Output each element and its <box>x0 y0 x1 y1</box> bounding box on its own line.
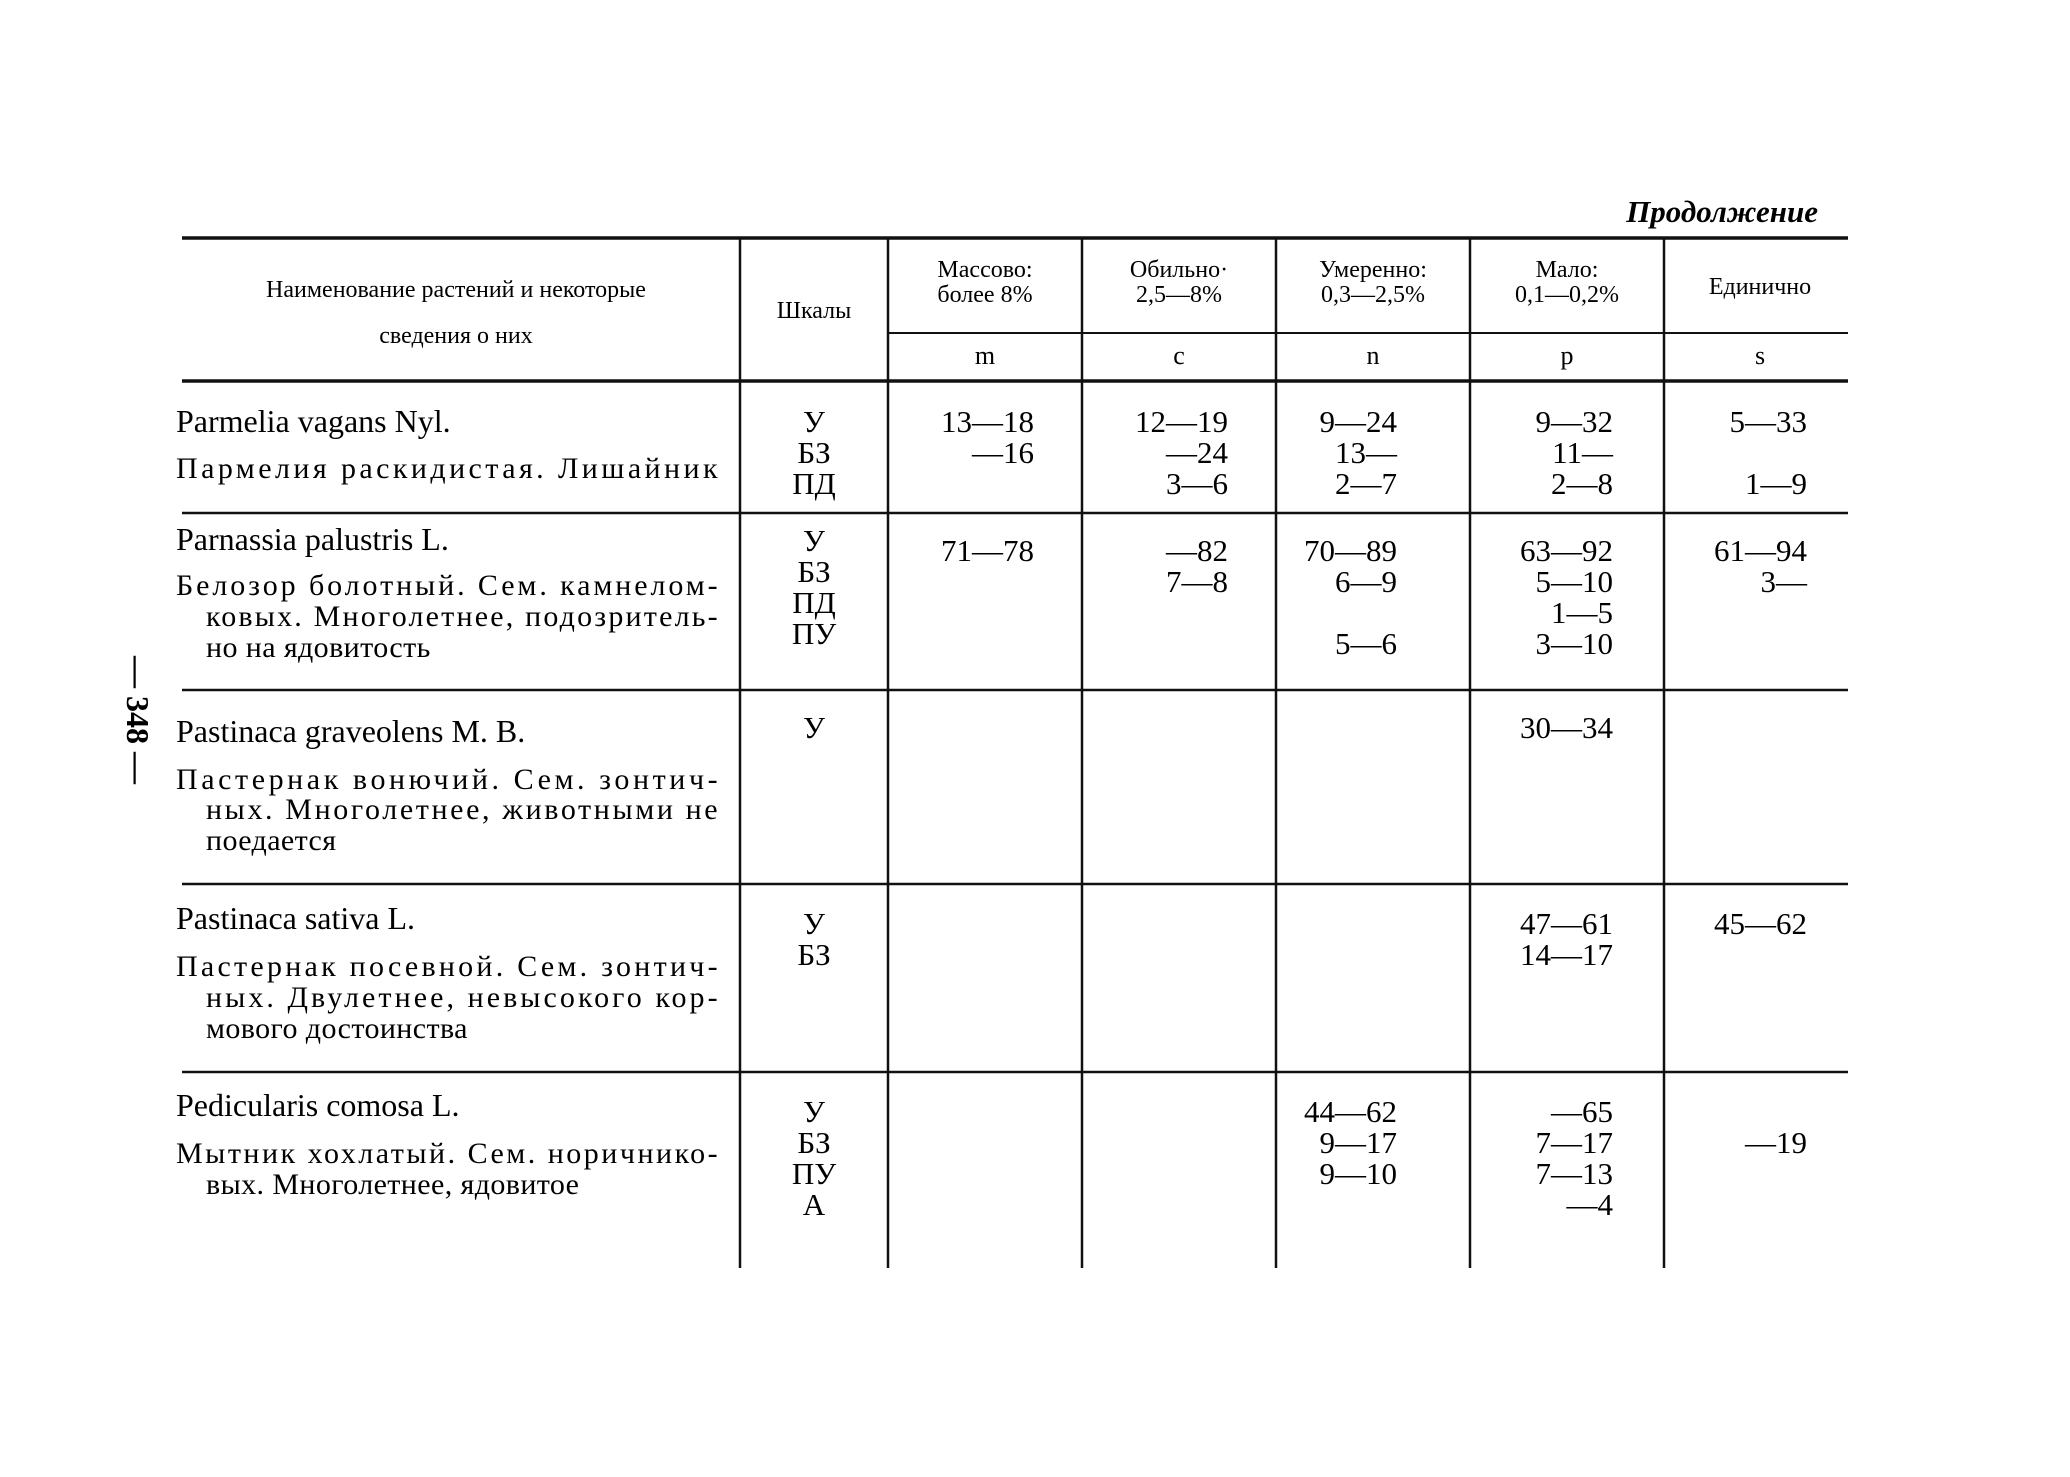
plant-latin-name: Pastinaca sativa L. <box>176 900 416 936</box>
scale-code: У <box>803 523 825 558</box>
plant-description-line: но на ядовитость <box>206 631 431 664</box>
header-p-title-1: Мало: <box>1535 257 1599 283</box>
scale-code: У <box>803 1094 825 1129</box>
cell-value-s: 45—62 <box>1714 906 1807 941</box>
cell-value-p: 5—10 <box>1535 564 1613 599</box>
table-header <box>266 257 1811 370</box>
header-m-title-1: Массово: <box>937 257 1033 283</box>
header-m-title-2: более 8% <box>937 282 1033 308</box>
cell-value-p: 11— <box>1552 435 1613 470</box>
header-c-title-1: Обильно· <box>1129 257 1229 283</box>
cell-value-n: 13— <box>1335 435 1397 470</box>
cell-value-p: 30—34 <box>1520 710 1613 745</box>
plant-latin-name: Parnassia palustris L. <box>176 521 449 557</box>
header-scales: Шкалы <box>776 298 852 324</box>
plant-description-line: Пармелия раскидистая. Лишайник <box>176 452 718 485</box>
scale-code: У <box>803 404 825 439</box>
plant-description-line: Пастернак посевной. Сем. зонтич- <box>176 950 718 983</box>
plant-description-line: мового достоинства <box>206 1012 468 1045</box>
cell-value-n: 9—10 <box>1319 1156 1397 1191</box>
scale-code: У <box>803 710 825 745</box>
cell-value-c: 3—6 <box>1166 466 1228 501</box>
plant-description-line: Мытник хохлатый. Сем. норичнико- <box>176 1137 718 1170</box>
page-number: — 348 — <box>120 656 156 784</box>
table-row <box>176 900 1807 1045</box>
plant-latin-name: Pedicularis comosa L. <box>176 1087 460 1123</box>
plant-description-line: ковых. Многолетнее, подозритель- <box>206 600 718 633</box>
header-s-title: Единично <box>1708 274 1812 300</box>
cell-value-p: 7—13 <box>1535 1156 1613 1191</box>
header-c-title-2: 2,5—8% <box>1136 282 1222 308</box>
scale-code: БЗ <box>797 937 831 972</box>
table-caption: Продолжение <box>1626 194 1818 229</box>
cell-value-n: 2—7 <box>1335 466 1397 501</box>
cell-value-c: —24 <box>1166 435 1228 470</box>
cell-value-n: 9—17 <box>1319 1125 1397 1160</box>
header-m-code: m <box>974 341 996 370</box>
scale-code: ПУ <box>791 1156 837 1191</box>
cell-value-c: 7—8 <box>1166 564 1228 599</box>
table-row <box>176 1087 1807 1222</box>
cell-value-m: 71—78 <box>941 533 1034 568</box>
cell-value-s: 1—9 <box>1745 466 1807 501</box>
cell-value-p: 63—92 <box>1520 533 1613 568</box>
cell-value-p: 7—17 <box>1535 1125 1613 1160</box>
header-name-line-2: сведения о них <box>379 323 533 349</box>
cell-value-n: 44—62 <box>1304 1094 1397 1129</box>
cell-value-p: 14—17 <box>1520 937 1613 972</box>
plant-latin-name: Parmelia vagans Nyl. <box>176 403 451 439</box>
cell-value-p: —65 <box>1551 1094 1613 1129</box>
plant-latin-name: Pastinaca graveolens M. B. <box>176 713 526 749</box>
cell-value-c: 12—19 <box>1135 404 1228 439</box>
scale-code: БЗ <box>797 1125 831 1160</box>
cell-value-s: —19 <box>1745 1125 1807 1160</box>
cell-value-m: —16 <box>972 435 1034 470</box>
scale-code: БЗ <box>797 435 831 470</box>
cell-value-m: 13—18 <box>941 404 1034 439</box>
header-p-code: p <box>1560 341 1574 370</box>
table-row <box>176 403 1807 501</box>
header-p-title-2: 0,1—0,2% <box>1515 282 1619 308</box>
scale-code: А <box>802 1187 826 1222</box>
cell-value-s: 3— <box>1760 564 1807 599</box>
scale-code: ПУ <box>791 616 837 651</box>
cell-value-n: 6—9 <box>1335 564 1397 599</box>
header-name-line-1: Наименование растений и некоторые <box>266 277 646 303</box>
header-n-code: n <box>1366 341 1380 370</box>
cell-value-p: 3—10 <box>1535 626 1613 661</box>
header-s-code: s <box>1754 341 1766 370</box>
table-row <box>176 521 1808 664</box>
scale-code: ПД <box>792 585 836 620</box>
header-c-code: c <box>1173 341 1185 370</box>
table-body <box>176 403 1808 1222</box>
plant-description-line: ных. Многолетнее, животными не <box>206 793 718 826</box>
cell-value-s: 61—94 <box>1714 533 1807 568</box>
cell-value-n: 5—6 <box>1335 626 1397 661</box>
scale-code: БЗ <box>797 554 831 589</box>
cell-value-p: 1—5 <box>1551 595 1613 630</box>
cell-value-p: 9—32 <box>1535 404 1613 439</box>
plant-description-line: Пастернак вонючий. Сем. зонтич- <box>176 763 718 796</box>
scale-code: ПД <box>792 466 836 501</box>
plant-description-line: Белозор болотный. Сем. камнелом- <box>176 569 718 602</box>
cell-value-s: 5—33 <box>1729 404 1807 439</box>
plant-description-line: ных. Двулетнее, невысокого кор- <box>206 981 718 1014</box>
cell-value-n: 9—24 <box>1319 404 1397 439</box>
cell-value-n: 70—89 <box>1304 533 1397 568</box>
cell-value-p: 2—8 <box>1551 466 1613 501</box>
header-n-title-1: Умеренно: <box>1319 257 1427 283</box>
table-row <box>176 710 1614 857</box>
cell-value-p: 47—61 <box>1520 906 1613 941</box>
scale-code: У <box>803 906 825 941</box>
cell-value-c: —82 <box>1166 533 1228 568</box>
plant-description-line: вых. Многолетнее, ядовитое <box>206 1168 580 1201</box>
cell-value-p: —4 <box>1566 1187 1613 1222</box>
plant-description-line: поедается <box>206 824 337 857</box>
header-n-title-2: 0,3—2,5% <box>1321 282 1425 308</box>
